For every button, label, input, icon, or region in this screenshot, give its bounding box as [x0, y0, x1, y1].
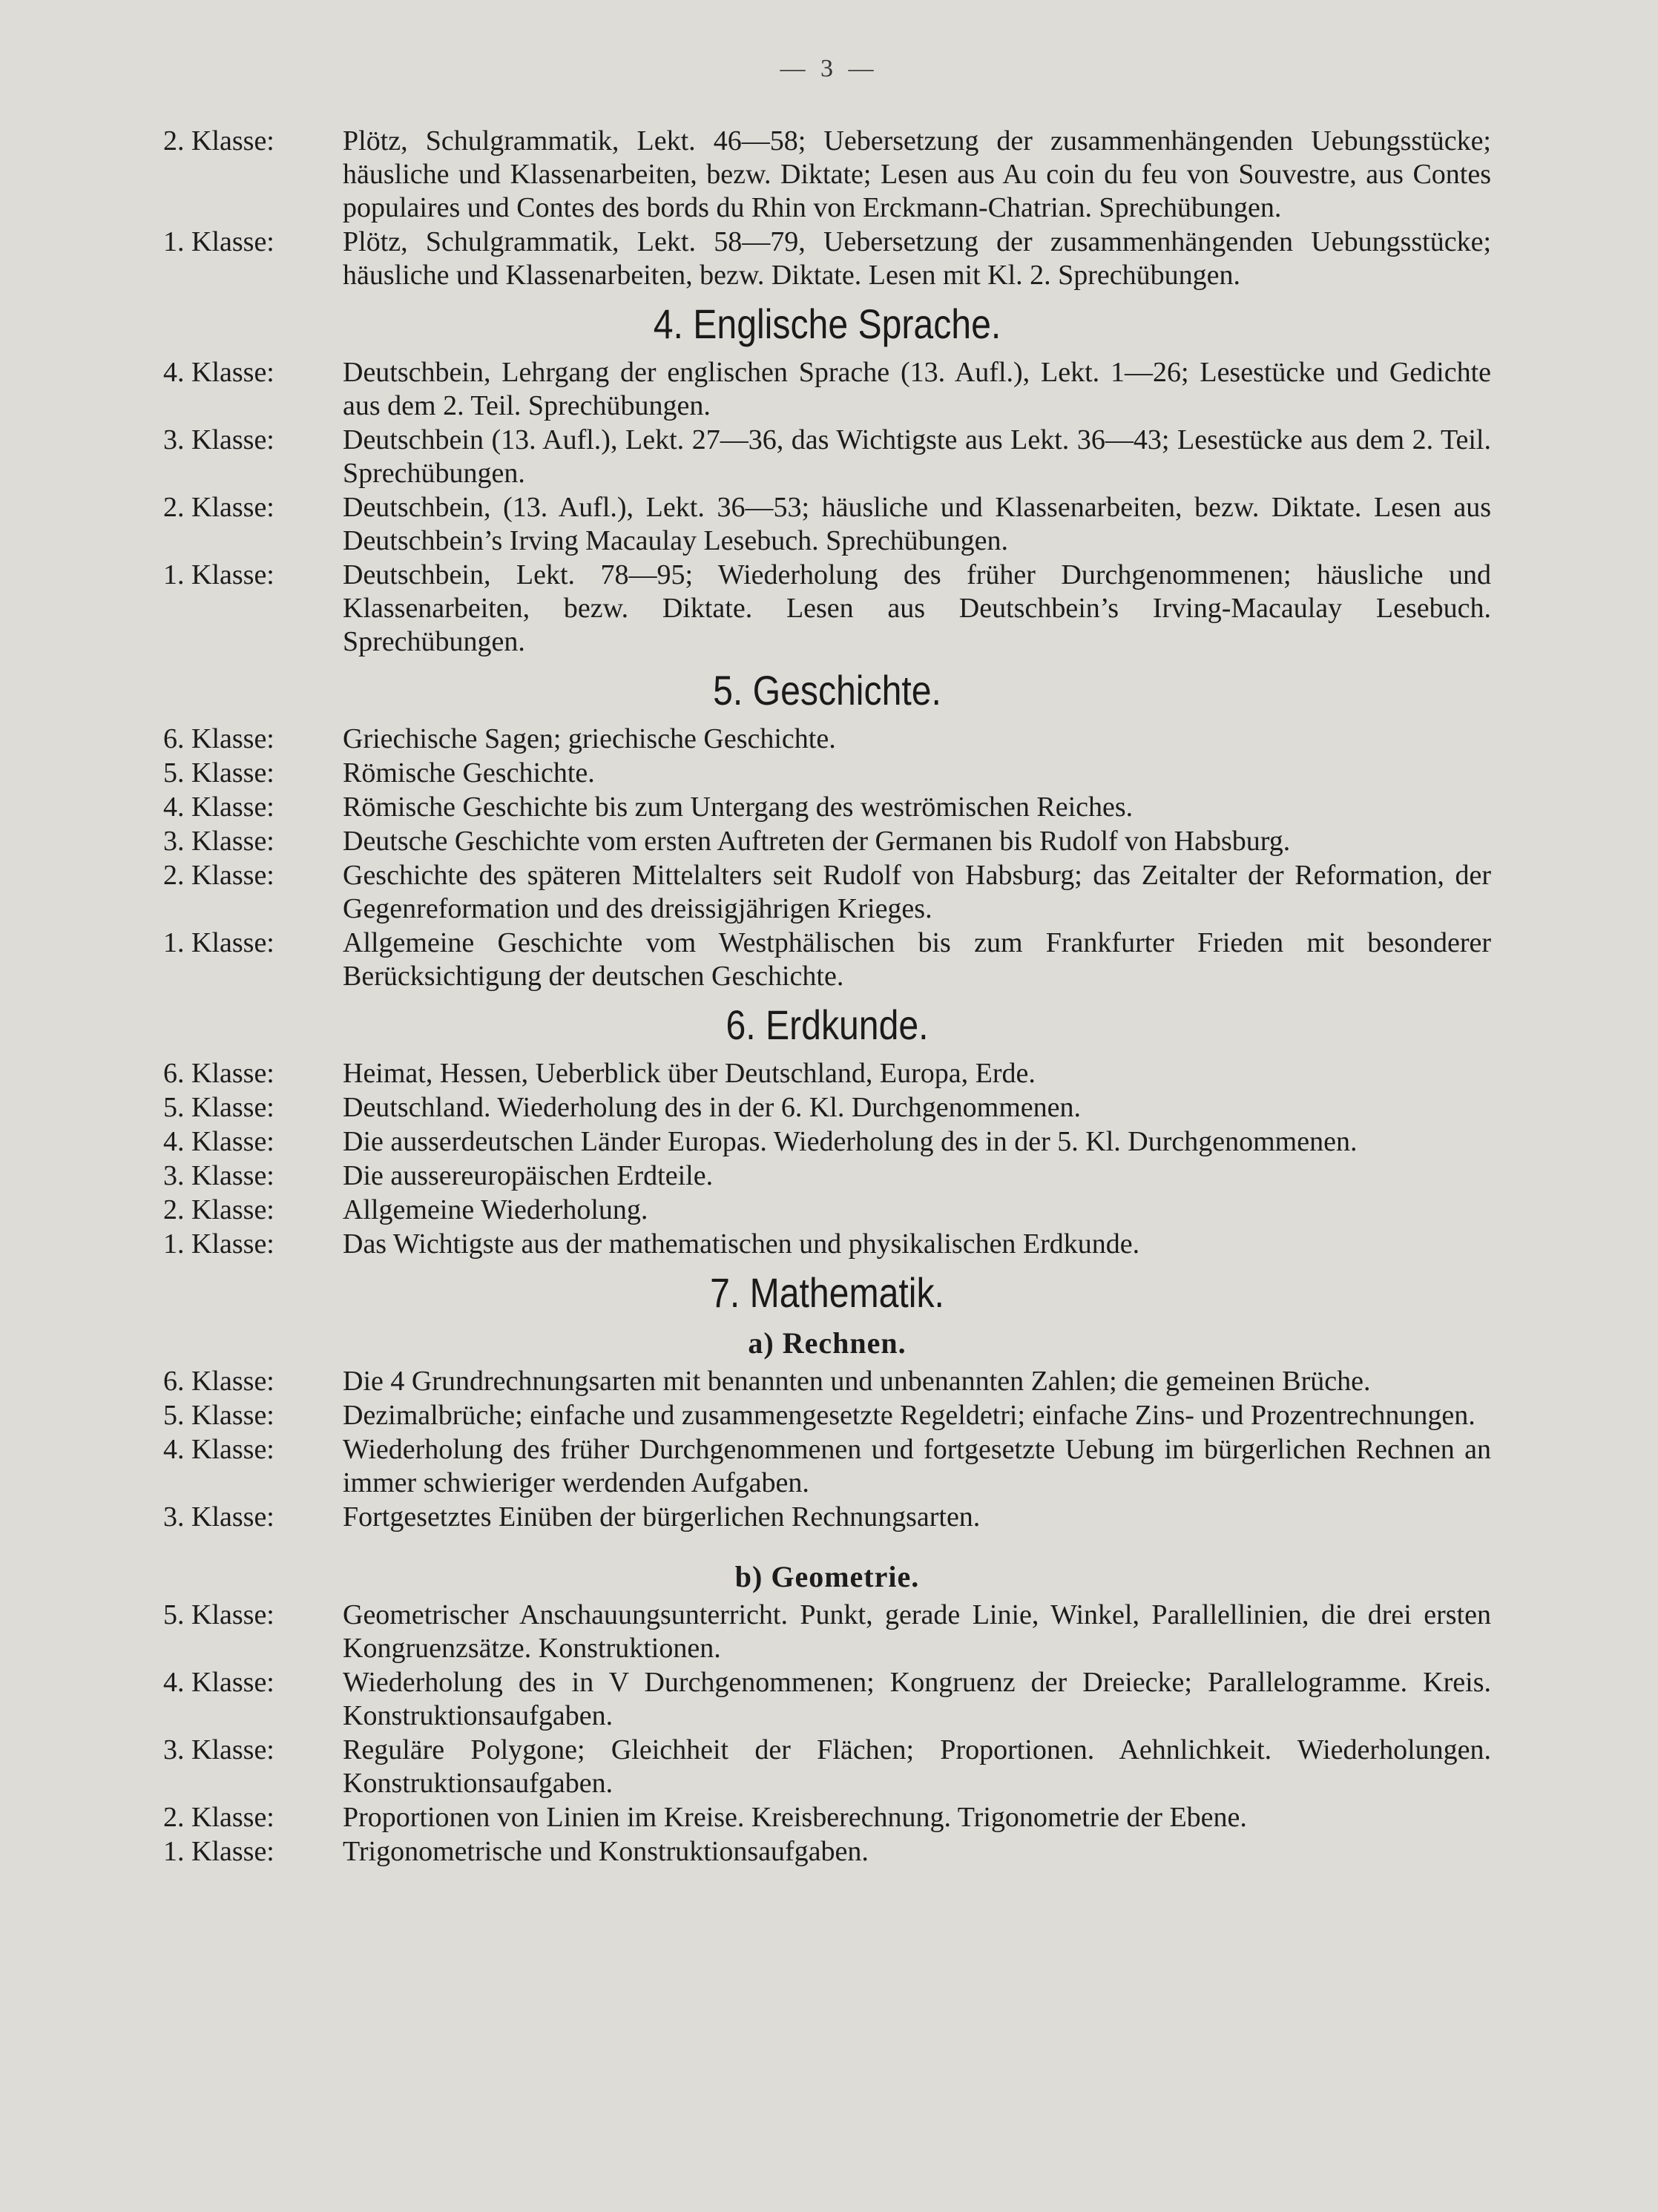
- entry-label: 4. Klasse:: [163, 1126, 274, 1157]
- entry-label: 6. Klasse:: [163, 1366, 274, 1397]
- entry-label: 1. Klasse:: [163, 226, 274, 257]
- section-title-mathematics: 7. Mathematik.: [710, 1269, 944, 1316]
- list-item: [163, 791, 1491, 824]
- entry-text: Deutschland. Wiederholung des in der 6. Kl. Durchgenommenen.: [343, 1092, 1082, 1123]
- entry-label: 4. Klasse:: [163, 1434, 274, 1465]
- list-item: [163, 1801, 1491, 1834]
- entry-label: 3. Klasse:: [163, 1160, 274, 1191]
- entry-label: 2. Klasse:: [163, 125, 274, 157]
- entry-label: 4. Klasse:: [163, 791, 274, 823]
- entry-label: 5. Klasse:: [163, 1400, 274, 1431]
- list-item: [163, 559, 1491, 659]
- entry-text: Wiederholung des früher Durchgenommenen und fortgesetzte Uebung im bürgerlichen Rechnen an immer schwieriger werdenden Aufgaben.: [343, 1434, 1491, 1498]
- entry-text: Deutsche Geschichte vom ersten Auftreten der Germanen bis Rudolf von Habsburg.: [343, 826, 1291, 857]
- entry-text: Fortgesetztes Einüben der bürgerlichen Rechnungsarten.: [343, 1501, 981, 1533]
- entry-text: Proportionen von Linien im Kreise. Kreisberechnung. Trigonometrie der Ebene.: [343, 1802, 1247, 1833]
- entry-label: 3. Klasse:: [163, 1501, 274, 1533]
- entry-text: Deutschbein (13. Aufl.), Lekt. 27—36, das Wichtigste aus Lekt. 36—43; Lesestücke aus dem 2. Teil. Sprechübungen.: [343, 424, 1491, 489]
- page-content: [163, 125, 1491, 1869]
- list-item: [163, 1091, 1491, 1125]
- entry-text: Allgemeine Geschichte vom Westphälischen bis zum Frankfurter Frieden mit besonderer Berücksichtigung der deutschen Geschichte.: [343, 927, 1491, 992]
- entry-label: 5. Klasse:: [163, 757, 274, 789]
- entry-text: Die aussereuropäischen Erdteile.: [343, 1160, 714, 1191]
- list-item: [163, 1159, 1491, 1193]
- subheading-arithmetic: a) Rechnen.: [748, 1326, 907, 1360]
- entry-text: Deutschbein, (13. Aufl.), Lekt. 36—53; häusliche und Klassenarbeiten, bezw. Diktate. Lesen aus Deutschbein’s Irving Macaulay Lesebuch. Sprechübungen.: [343, 492, 1491, 556]
- entry-text: Plötz, Schulgrammatik, Lekt. 58—79, Uebersetzung der zusammenhängenden Uebungsstücke; häusliche und Klassenarbeiten, bezw. Diktate. Lesen mit Kl. 2. Sprechübungen.: [343, 226, 1491, 291]
- entry-label: 5. Klasse:: [163, 1092, 274, 1123]
- entry-text: Allgemeine Wiederholung.: [343, 1194, 648, 1225]
- list-item: [163, 926, 1491, 993]
- list-item: [163, 1666, 1491, 1733]
- entry-label: 1. Klasse:: [163, 927, 274, 958]
- entry-label: 2. Klasse:: [163, 860, 274, 891]
- list-item: [163, 1057, 1491, 1090]
- entry-text: Römische Geschichte bis zum Untergang des weströmischen Reiches.: [343, 791, 1134, 823]
- entry-label: 2. Klasse:: [163, 1194, 274, 1225]
- entry-text: Dezimalbrüche; einfache und zusammengesetzte Regeldetri; einfache Zins- und Prozentrechnungen.: [343, 1400, 1476, 1431]
- entry-text: Römische Geschichte.: [343, 757, 595, 789]
- entry-text: Plötz, Schulgrammatik, Lekt. 46—58; Uebersetzung der zusammenhängenden Uebungsstücke; häusliche und Klassenarbeiten, bezw. Diktate; Lesen aus Au coin du feu von Souvestre, aus Contes populaires und Contes des bords du Rhin von Erckmann-Chatrian. Sprechübungen.: [343, 125, 1491, 223]
- entry-text: Reguläre Polygone; Gleichheit der Flächen; Proportionen. Aehnlichkeit. Wiederholungen. Konstruktionsaufgaben.: [343, 1734, 1491, 1799]
- entry-label: 1. Klasse:: [163, 1228, 274, 1260]
- entry-label: 6. Klasse:: [163, 723, 274, 754]
- section-title-geography: 6. Erdkunde.: [726, 1001, 929, 1048]
- list-item: [163, 491, 1491, 558]
- list-item: [163, 356, 1491, 423]
- entry-label: 3. Klasse:: [163, 1734, 274, 1765]
- entry-text: Deutschbein, Lehrgang der englischen Sprache (13. Aufl.), Lekt. 1—26; Lesestücke und Gedichte aus dem 2. Teil. Sprechübungen.: [343, 357, 1491, 421]
- spacer: [163, 1535, 1491, 1554]
- entry-label: 1. Klasse:: [163, 1836, 274, 1867]
- entry-text: Heimat, Hessen, Ueberblick über Deutschland, Europa, Erde.: [343, 1058, 1036, 1089]
- list-item: [163, 825, 1491, 858]
- list-item: [163, 1194, 1491, 1227]
- list-item: [163, 1125, 1491, 1159]
- list-item: [163, 1228, 1491, 1261]
- list-item: [163, 424, 1491, 490]
- entry-label: 3. Klasse:: [163, 826, 274, 857]
- entry-label: 3. Klasse:: [163, 424, 274, 455]
- entry-label: 5. Klasse:: [163, 1599, 274, 1630]
- entry-label: 2. Klasse:: [163, 492, 274, 523]
- section-title-english: 4. Englische Sprache.: [653, 300, 1001, 347]
- list-item: [163, 859, 1491, 926]
- entry-label: 2. Klasse:: [163, 1802, 274, 1833]
- entry-text: Deutschbein, Lekt. 78—95; Wiederholung des früher Durchgenommenen; häusliche und Klassenarbeiten, bezw. Diktate. Lesen aus Deutschbein’s Irving-Macaulay Lesebuch. Sprechübungen.: [343, 559, 1491, 657]
- entry-text: Trigonometrische und Konstruktionsaufgaben.: [343, 1836, 869, 1867]
- list-item: [163, 1734, 1491, 1800]
- entry-label: 6. Klasse:: [163, 1058, 274, 1089]
- subheading-geometry: b) Geometrie.: [734, 1560, 920, 1593]
- list-item: [163, 1399, 1491, 1432]
- entry-label: 1. Klasse:: [163, 559, 274, 590]
- list-item: [163, 757, 1491, 790]
- list-item: [163, 1835, 1491, 1869]
- list-item: [163, 226, 1491, 292]
- entry-text: Geschichte des späteren Mittelalters seit Rudolf von Habsburg; das Zeitalter der Reformation, der Gegenreformation und des dreissigjährigen Krieges.: [343, 860, 1491, 924]
- entry-text: Die 4 Grundrechnungsarten mit benannten und unbenannten Zahlen; die gemeinen Brüche.: [343, 1366, 1371, 1397]
- page-number: — 3 —: [780, 55, 878, 82]
- list-item: [163, 722, 1491, 756]
- entry-text: Griechische Sagen; griechische Geschichte.: [343, 723, 836, 754]
- entry-text: Die ausserdeutschen Länder Europas. Wiederholung des in der 5. Kl. Durchgenommenen.: [343, 1126, 1358, 1157]
- list-item: [163, 1501, 1491, 1534]
- entry-text: Wiederholung des in V Durchgenommenen; Kongruenz der Dreiecke; Parallelogramme. Kreis. Konstruktionsaufgaben.: [343, 1667, 1491, 1731]
- entry-text: Geometrischer Anschauungsunterricht. Punkt, gerade Linie, Winkel, Parallellinien, die drei ersten Kongruenzsätze. Konstruktionen.: [343, 1599, 1491, 1664]
- section-title-history: 5. Geschichte.: [713, 667, 941, 714]
- list-item: [163, 1365, 1491, 1398]
- entry-label: 4. Klasse:: [163, 1667, 274, 1698]
- entry-label: 4. Klasse:: [163, 357, 274, 388]
- list-item: [163, 125, 1491, 225]
- list-item: [163, 1433, 1491, 1500]
- entry-text: Das Wichtigste aus der mathematischen und physikalischen Erdkunde.: [343, 1228, 1140, 1260]
- list-item: [163, 1599, 1491, 1665]
